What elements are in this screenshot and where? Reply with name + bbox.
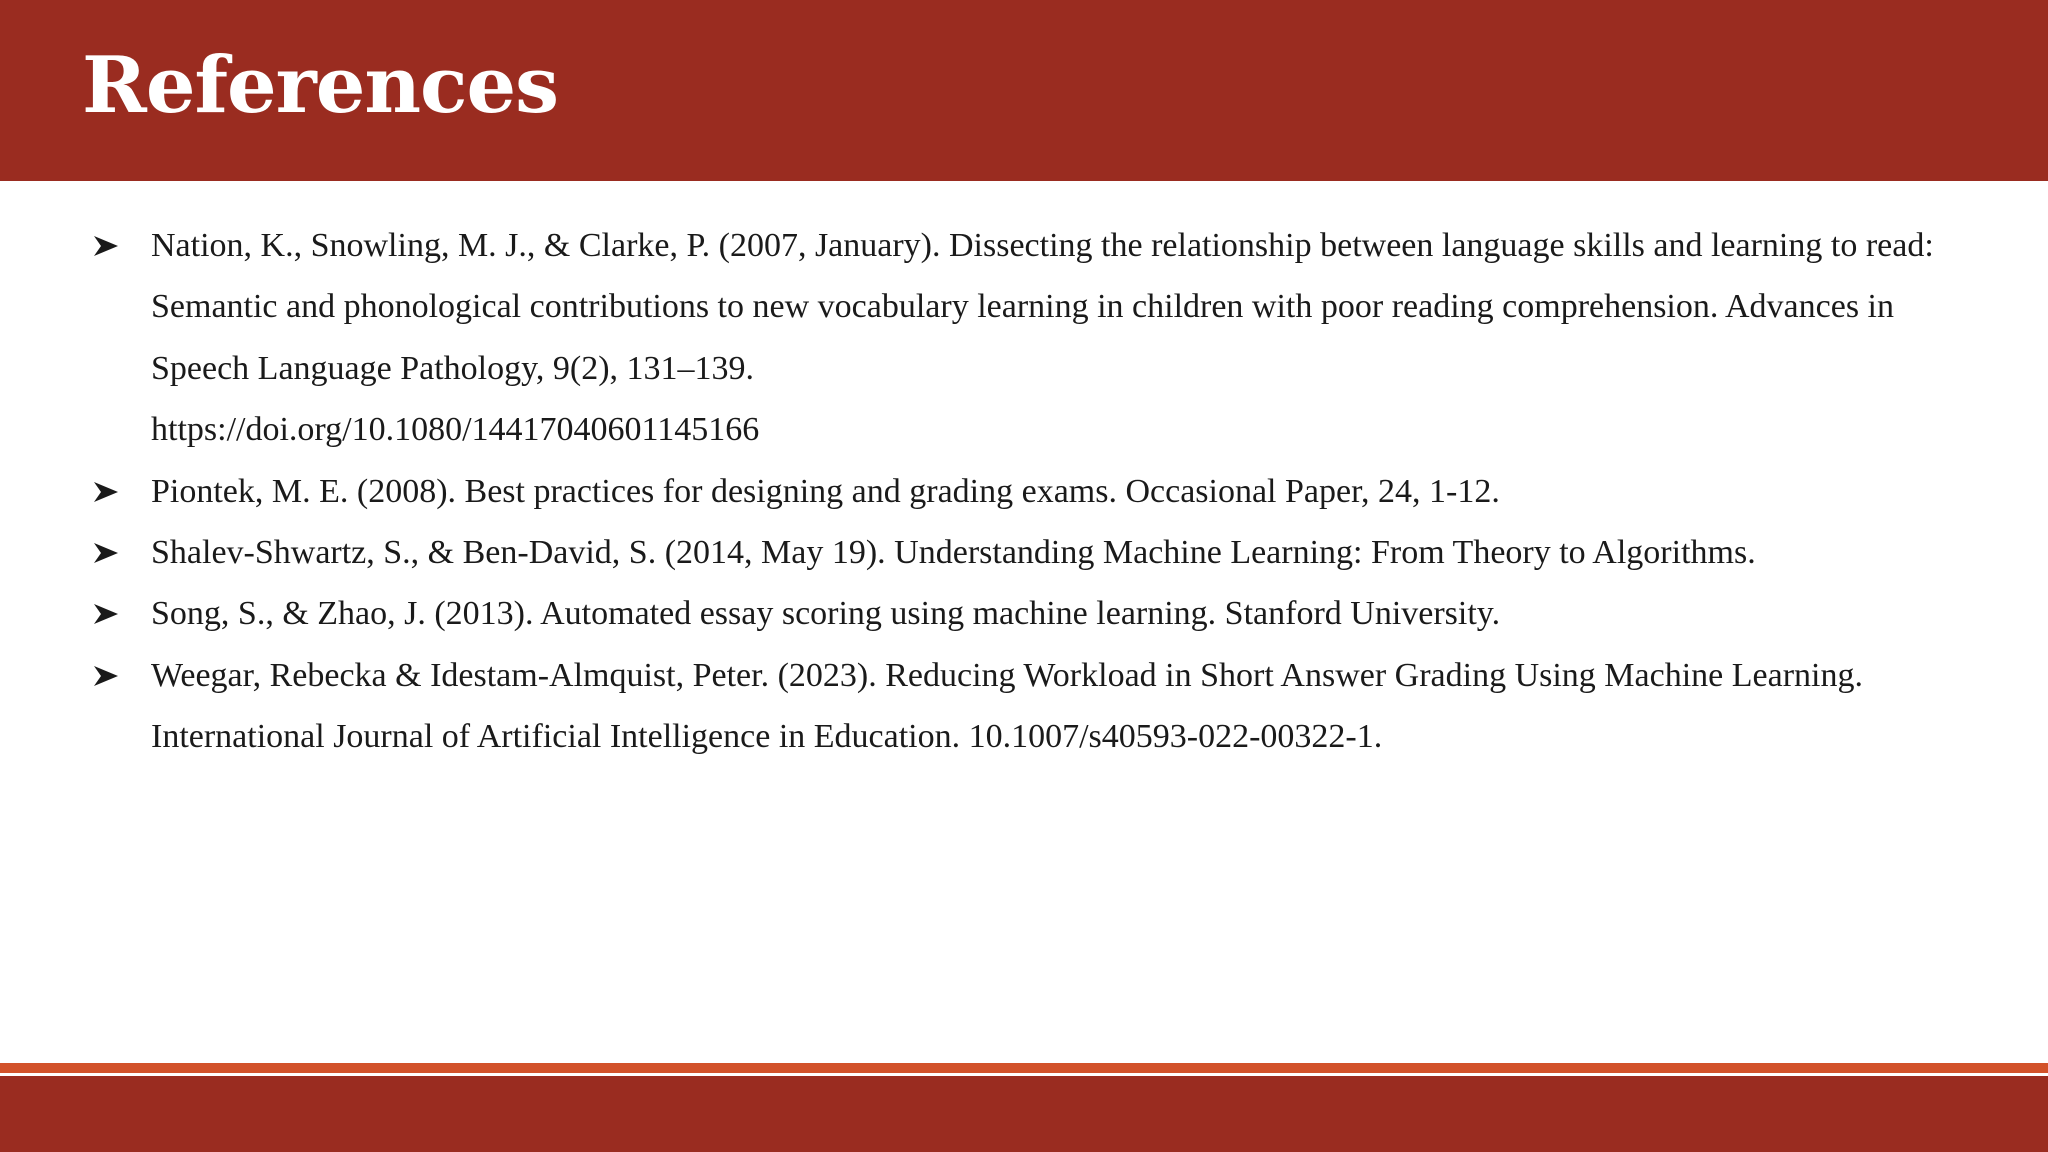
footer-band xyxy=(0,1076,2048,1152)
footer-accent-line xyxy=(0,1063,2048,1073)
reference-item xyxy=(0,215,2048,461)
reference-doi-link[interactable]: https://doi.org/10.1080/14417040601145166 xyxy=(151,411,760,449)
reference-text: Nation, K., Snowling, M. J., & Clarke, P. (2007, January). Dissecting the relationship between language skills and learning to read: Semantic and phonological contributions to new vocabulary learning in children with poor reading comprehension. Advances in Speech Language Pathology, 9(2), 131–139. xyxy=(151,227,1934,387)
reference-list xyxy=(0,215,2048,768)
reference-text: Song, S., & Zhao, J. (2013). Automated essay scoring using machine learning. Stanford University. xyxy=(151,595,1501,633)
reference-text: Piontek, M. E. (2008). Best practices for designing and grading exams. Occasional Paper, 24, 1-12. xyxy=(151,472,1500,510)
arrowhead-bullet-icon xyxy=(93,540,119,566)
arrowhead-bullet-icon xyxy=(93,663,119,689)
slide-title: References xyxy=(82,40,559,131)
reference-item xyxy=(0,461,2048,522)
arrowhead-bullet-icon xyxy=(93,601,119,627)
reference-item xyxy=(0,522,2048,583)
reference-item xyxy=(0,645,2048,768)
reference-item xyxy=(0,583,2048,644)
arrowhead-bullet-icon xyxy=(93,233,119,259)
header-band xyxy=(0,0,2048,181)
arrowhead-bullet-icon xyxy=(93,479,119,505)
reference-text: Shalev-Shwartz, S., & Ben-David, S. (2014, May 19). Understanding Machine Learning: From Theory to Algorithms. xyxy=(151,534,1756,572)
reference-text: Weegar, Rebecka & Idestam-Almquist, Peter. (2023). Reducing Workload in Short Answer Grading Using Machine Learning. International Journal of Artificial Intelligence in Education. 10.1007/s40593-022-00322-1. xyxy=(151,656,1863,756)
